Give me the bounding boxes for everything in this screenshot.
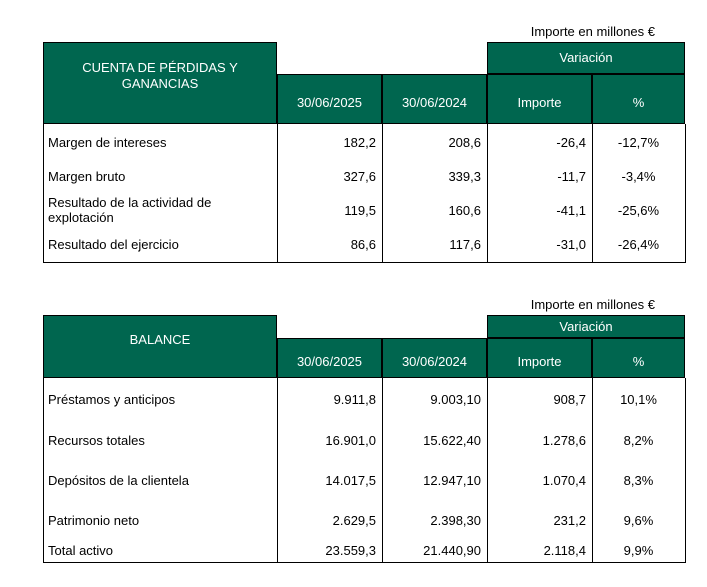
variation-header-text: Variación <box>559 50 613 65</box>
column-header-text: Importe <box>517 95 562 110</box>
row-value <box>277 124 382 160</box>
row-value-text: -3,4% <box>621 168 656 184</box>
row-value-text: 14.017,5 <box>325 472 376 488</box>
row-value-text: 8,3% <box>623 472 654 488</box>
row-value-text: 2.118,4 <box>543 543 586 558</box>
row-label-text: Resultado de la actividad de explotación <box>48 195 212 225</box>
row-label <box>43 192 277 228</box>
table-title <box>43 42 277 124</box>
variation-header <box>487 42 685 74</box>
row-label <box>43 124 277 160</box>
row-value <box>592 500 685 540</box>
row-value-text: 8,2% <box>623 432 654 448</box>
column-header-text: % <box>632 354 645 369</box>
row-value-text: 182,2 <box>343 134 376 150</box>
row-value <box>382 124 487 160</box>
variation-header <box>487 315 685 338</box>
row-value <box>277 500 382 540</box>
row-value <box>277 460 382 500</box>
row-label-text: Recursos totales <box>48 432 145 448</box>
column-header <box>487 74 592 124</box>
row-value <box>382 378 487 420</box>
row-value <box>487 460 592 500</box>
row-value-text: -12,7% <box>617 134 660 150</box>
column-header-text: 30/06/2024 <box>401 95 468 110</box>
row-value <box>592 160 685 192</box>
row-value-text: 21.440,90 <box>423 543 481 558</box>
column-header <box>487 338 592 378</box>
row-value-text: 16.901,0 <box>325 432 376 448</box>
row-value-text: -26,4 <box>556 134 586 150</box>
row-label-text: Préstamos y anticipos <box>48 391 176 407</box>
row-value-text: -41,1 <box>556 202 586 218</box>
row-value-text: 908,7 <box>553 391 586 407</box>
column-header <box>592 338 685 378</box>
units-caption <box>355 297 655 313</box>
row-value <box>277 540 382 561</box>
row-value <box>592 460 685 500</box>
column-header <box>277 74 382 124</box>
row-label-text: Total activo <box>48 543 114 558</box>
row-value-text: 10,1% <box>620 391 657 407</box>
table-title <box>43 315 277 378</box>
row-value <box>487 420 592 460</box>
row-value-text: 117,6 <box>449 236 481 252</box>
row-value <box>592 124 685 160</box>
row-label <box>43 228 277 260</box>
row-label <box>43 378 277 420</box>
row-value <box>382 500 487 540</box>
row-value <box>277 228 382 260</box>
row-value <box>382 160 487 192</box>
row-value <box>487 160 592 192</box>
column-header-text: 30/06/2024 <box>401 354 468 369</box>
row-value-text: -25,6% <box>617 202 660 218</box>
variation-header-text: Variación <box>559 318 613 334</box>
column-header-text: 30/06/2025 <box>296 95 363 110</box>
row-value-text: 327,6 <box>343 168 376 184</box>
row-label-text: Patrimonio neto <box>48 512 140 528</box>
row-value <box>487 540 592 561</box>
row-value-text: -11,7 <box>557 168 586 184</box>
row-value <box>592 420 685 460</box>
row-value-text: 208,6 <box>448 134 481 150</box>
column-header-text: Importe <box>517 354 562 369</box>
row-label <box>43 160 277 192</box>
row-value <box>382 420 487 460</box>
row-value-text: 9.003,10 <box>430 391 481 407</box>
row-label <box>43 460 277 500</box>
row-value-text: 160,6 <box>448 202 481 218</box>
row-value <box>277 420 382 460</box>
column-header <box>277 338 382 378</box>
row-value-text: 15.622,40 <box>423 432 481 448</box>
row-value-text: 9,6% <box>623 512 654 528</box>
row-label-text: Resultado del ejercicio <box>48 236 179 252</box>
row-value-text: 1.070,4 <box>542 472 586 488</box>
column-divider <box>685 124 686 262</box>
row-value <box>487 228 592 260</box>
row-label <box>43 500 277 540</box>
row-value <box>382 540 487 561</box>
units-caption <box>355 24 655 40</box>
row-value-text: -26,4% <box>617 236 660 252</box>
column-header <box>382 338 487 378</box>
row-value-text: 1.278,6 <box>542 432 586 448</box>
row-value-text: 2.629,5 <box>332 512 376 528</box>
units-caption-text: Importe en millones € <box>530 24 655 39</box>
row-label <box>43 420 277 460</box>
row-value <box>592 378 685 420</box>
row-value <box>487 500 592 540</box>
row-value <box>277 192 382 228</box>
row-value-text: 9.911,8 <box>333 391 376 407</box>
row-value <box>487 124 592 160</box>
row-value <box>382 228 487 260</box>
row-value-text: 2.398,30 <box>430 512 481 528</box>
row-value-text: 9,9% <box>623 543 654 558</box>
row-value <box>277 378 382 420</box>
column-header <box>592 74 685 124</box>
row-value <box>382 192 487 228</box>
row-label-text: Margen bruto <box>48 168 126 184</box>
row-value <box>592 540 685 561</box>
column-divider <box>685 378 686 562</box>
row-value-text: 339,3 <box>448 168 481 184</box>
row-label-text: Margen de intereses <box>48 134 167 150</box>
row-value <box>487 192 592 228</box>
row-value-text: 12.947,10 <box>423 472 481 488</box>
table-title-text: CUENTA DE PÉRDIDAS Y GANANCIAS <box>82 60 238 91</box>
row-value-text: 86,6 <box>350 236 376 252</box>
units-caption-text: Importe en millones € <box>530 297 655 312</box>
row-value-text: 231,2 <box>553 512 586 528</box>
row-value-text: 119,5 <box>344 202 376 218</box>
column-header-text: 30/06/2025 <box>296 354 363 369</box>
row-value <box>382 460 487 500</box>
row-value <box>277 160 382 192</box>
column-header <box>382 74 487 124</box>
table-title-text: BALANCE <box>129 331 191 347</box>
row-label <box>43 540 277 561</box>
column-header-text: % <box>632 95 645 110</box>
row-value <box>592 228 685 260</box>
row-value <box>487 378 592 420</box>
row-value <box>592 192 685 228</box>
table-border-bottom <box>43 262 686 263</box>
table-border-bottom <box>43 562 686 563</box>
row-value-text: -31,0 <box>556 236 586 252</box>
row-value-text: 23.559,3 <box>325 543 376 558</box>
row-label-text: Depósitos de la clientela <box>48 472 189 488</box>
